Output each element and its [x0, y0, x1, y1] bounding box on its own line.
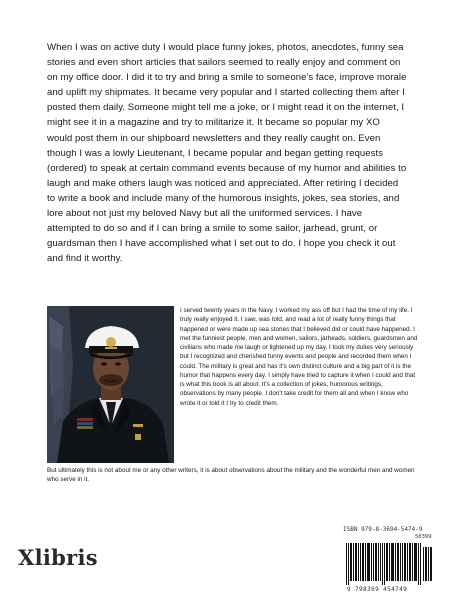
isbn-label: ISBN 979-8-3694-5474-9 [343, 526, 423, 533]
barcode-digits: 9 798369 454749 [347, 586, 408, 593]
author-bio-continued: But ultimately this is not about me or any other writers, it is about observations about the military and the wonderful men and women who serve in it. [47, 467, 415, 484]
author-photo [47, 306, 174, 463]
author-bio: I served twenty years in the Navy. I worked my ass off but I had the time of my life. I truly really enjoyed it. I saw, was told, and read a lot of really funny things that happened or were made up sea stories that I believed did or could have happened. I met the funniest people, men and women, sailors, jarheads, soldiers, guardsmen and civilians who made me laugh or lightened up my day. I took my duties very seriously but I recognized and cherished funny events and people and recorded them when I could. The military is great and has it's own distinct culture and a big part of it is the humor that happens every day. I simply have tried to capture it when I could and that is what this book is all about. It's a collection of jokes, humorous writings, observations by many people. I don't take credit for them all and when I know who wrote it or told it I try to credit them. [180, 307, 418, 407]
price-code: 50399 [415, 534, 432, 540]
main-description: When I was on active duty I would place funny jokes, photos, anecdotes, funny sea stories and even short articles that sailors seemed to really enjoy and comment on on my office door. I did it to try and bring a smile to someone's face, improve morale and uplift my shipmates. It became very popular and I started collecting them after I posted them daily. Someone might tell me a joke, or I might read it on the internet, I might see it in a magazine and try to militarize it. It became so popular my XO would post them in our shipboard newsletters and they really caught on. Even though I was a lowly Lieutenant, I became popular and began getting requests (ordered) to speak at certain command events because of my humor and abilities to laugh and make others laugh was noticed and appreciated. After retiring I decided to write a book and include many of the humorous insights, jokes, sea stories, and lore about not just my beloved Navy but all the uniformed services. I have attempted to do so and if I can bring a smile to some sailor, jarhead, grunt, or guardsman then I have accomplished what I set out to do. I hope you check it out and find it worthy. [47, 42, 407, 265]
barcode [345, 543, 433, 585]
publisher-logo: Xlibris [18, 545, 98, 570]
